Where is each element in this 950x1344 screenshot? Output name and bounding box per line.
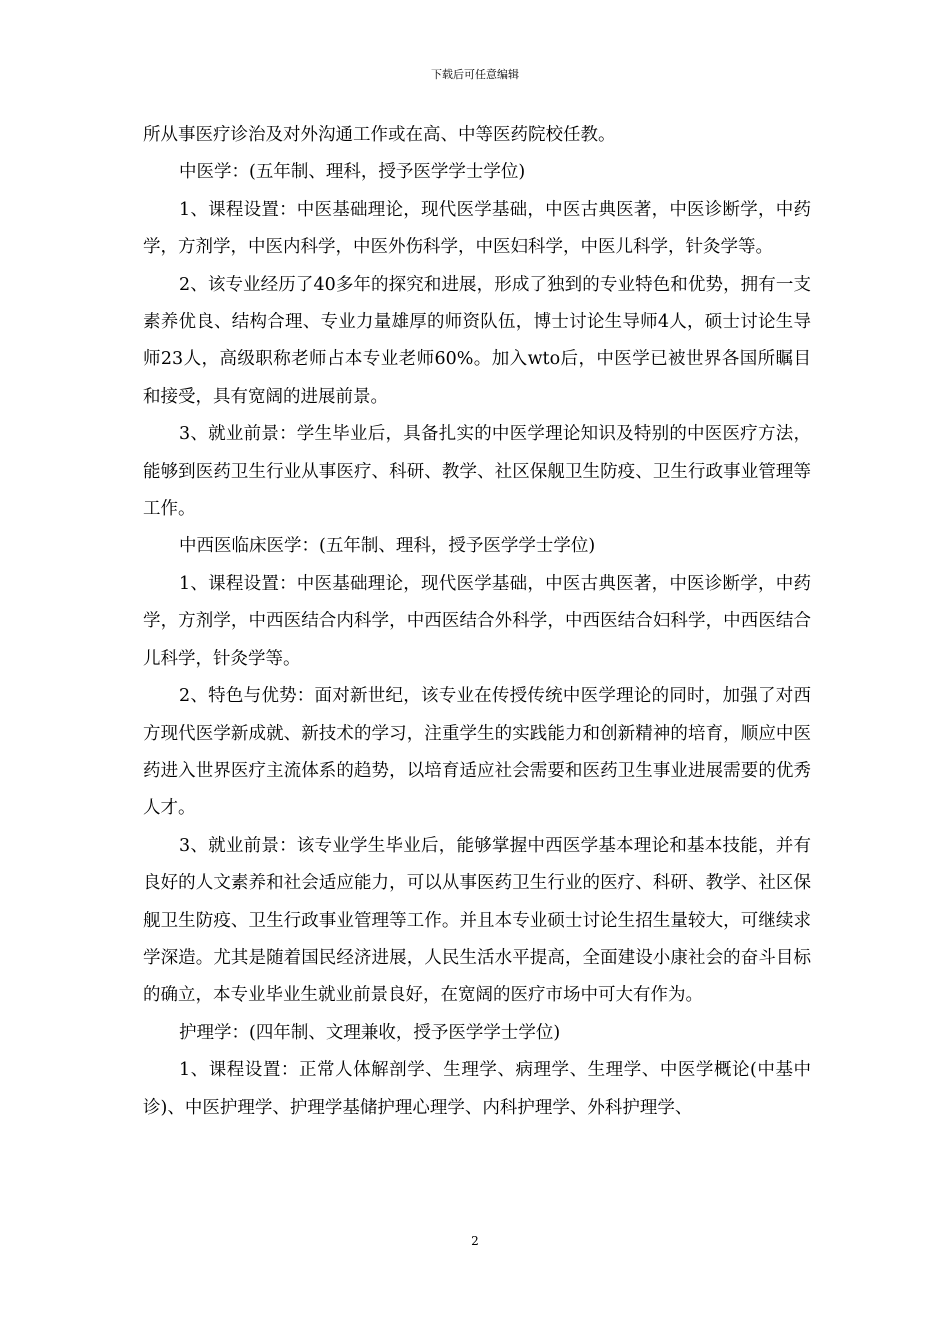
paragraph-integrated-courses: 1、课程设置：中医基础理论，现代医学基础，中医古典医著，中医诊断学，中药学，方剂学，中西医结合内科学，中西医结合外科学，中西医结合妇科学，中西医结合儿科学，针灸学等。 <box>143 573 811 669</box>
paragraph-integrated-features: 2、特色与优势：面对新世纪，该专业在传授传统中医学理论的同时，加强了对西方现代医学新成就、新技术的学习，注重学生的实践能力和创新精神的培育，顺应中医药进入世界医疗主流体系的趋势，以培育适应社会需要和医药卫生事业进展需要的优秀人才。 <box>143 686 811 819</box>
section-heading-nursing: 护理学：(四年制、文理兼收，授予医学学士学位) <box>179 1022 561 1043</box>
paragraph-tcm-courses: 1、课程设置：中医基础理论，现代医学基础，中医古典医著，中医诊断学，中药学，方剂学，中医内科学，中医外伤科学，中医妇科学，中医儿科学，针灸学等。 <box>143 199 811 258</box>
document-body <box>143 117 811 1127</box>
paragraph-tcm-prospects: 3、就业前景：学生毕业后，具备扎实的中医学理论知识及特别的中医医疗方法，能够到医药卫生行业从事医疗、科研、教学、社区保舰卫生防疫、卫生行政事业管理等工作。 <box>143 424 811 520</box>
paragraph-tcm-history: 2、该专业经历了40多年的探究和进展，形成了独到的专业特色和优势，拥有一支素养优良、结构合理、专业力量雄厚的师资队伍，博士讨论生导师4人，硕士讨论生导师23人，高级职称老师占本专业老师60%。加入wto后，中医学已被世界各国所瞩目和接受，具有宽阔的进展前景。 <box>143 274 811 407</box>
page-number: 2 <box>471 1234 479 1248</box>
paragraph-integrated-prospects: 3、就业前景：该专业学生毕业后，能够掌握中西医学基本理论和基本技能，并有良好的人文素养和社会适应能力，可以从事医药卫生行业的医疗、科研、教学、社区保舰卫生防疫、卫生行政事业管理等工作。并且本专业硕士讨论生招生量较大，可继续求学深造。尤其是随着国民经济进展，人民生活水平提高，全面建设小康社会的奋斗目标的确立，本专业毕业生就业前景良好，在宽阔的医疗市场中可大有作为。 <box>143 835 811 1006</box>
section-heading-integrated: 中西医临床医学：(五年制、理科，授予医学学士学位) <box>179 536 596 557</box>
paragraph-continuation: 所从事医疗诊治及对外沟通工作或在高、中等医药院校任教。 <box>143 125 616 145</box>
section-heading-tcm: 中医学：(五年制、理科，授予医学学士学位) <box>179 162 526 183</box>
paragraph-nursing-courses: 1、课程设置：正常人体解剖学、生理学、病理学、生理学、中医学概论(中基中诊)、中医护理学、护理学基储护理心理学、内科护理学、外科护理学、 <box>143 1060 811 1118</box>
page-header: 下载后可任意编辑 <box>431 68 519 81</box>
